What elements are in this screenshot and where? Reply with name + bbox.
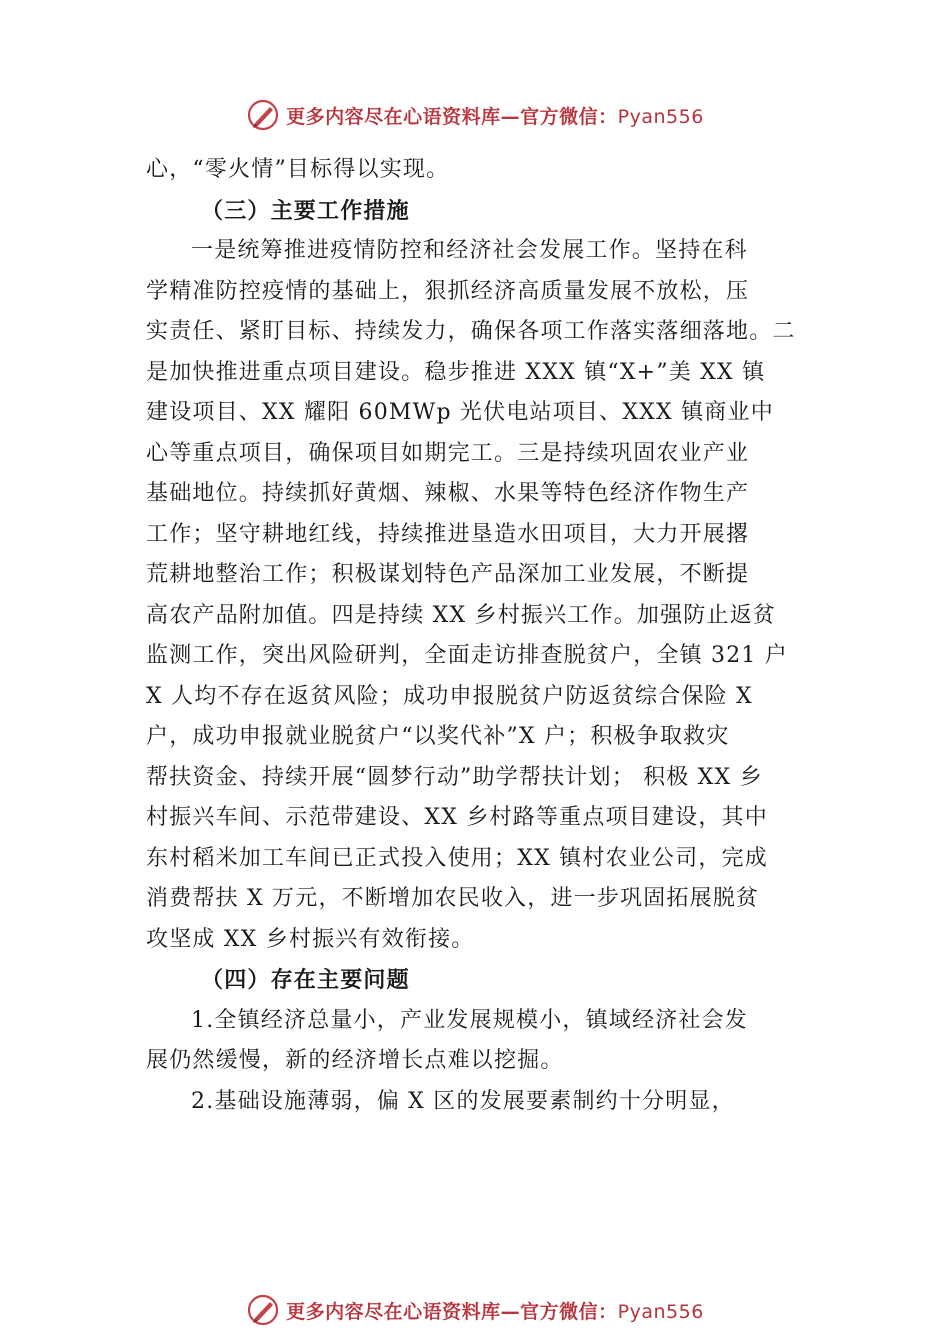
text-line: 1.全镇经济总量小，产业发展规模小，镇域经济社会发	[191, 1007, 748, 1033]
text-line: 是加快推进重点项目建设。稳步推进 XXX 镇“X+”美 XX 镇	[146, 359, 766, 385]
text-line: 村振兴车间、示范带建设、XX 乡村路等重点项目建设，其中	[146, 805, 768, 830]
pen-logo-icon	[246, 1293, 280, 1327]
text-line: 心等重点项目，确保项目如期完工。三是持续巩固农业产业	[146, 440, 750, 466]
document-body	[146, 150, 816, 1122]
banner-text: 更多内容尽在心语资料库—官方微信：Pyan556	[286, 1300, 704, 1323]
text-line: 2.基础设施薄弱，偏 X 区的发展要素制约十分明显，	[191, 1088, 735, 1114]
text-line: 基础地位。持续抓好黄烟、辣椒、水果等特色经济作物生产	[146, 481, 750, 506]
text-line: 东村稻米加工车间已正式投入使用；XX 镇村农业公司，完成	[146, 845, 768, 871]
text-line: 高农产品附加值。四是持续 XX 乡村振兴工作。加强防止返贫	[146, 602, 777, 628]
text-line: 帮扶资金、持续开展“圆梦行动”助学帮扶计划； 积极 XX 乡	[146, 764, 763, 790]
text-line: 户，成功申报就业脱贫户“以奖代补”X 户；积极争取救灾	[146, 724, 730, 749]
wechat-id: Pyan556	[617, 1300, 704, 1323]
text-line: 建设项目、XX 耀阳 60MWp 光伏电站项目、XXX 镇商业中	[146, 400, 774, 425]
section-heading-4: （四）存在主要问题	[201, 967, 410, 993]
text-line: 消费帮扶 X 万元，不断增加农民收入，进一步巩固拓展脱贫	[146, 886, 760, 911]
banner-text: 更多内容尽在心语资料库—官方微信：Pyan556	[286, 105, 704, 128]
text-line: 攻坚成 XX 乡村振兴有效衔接。	[146, 926, 475, 952]
text-line: 监测工作，突出风险研判，全面走访排查脱贫户，全镇 321 户	[146, 643, 788, 668]
text-line: 一是统筹推进疫情防控和经济社会发展工作。坚持在科	[191, 238, 748, 263]
text-line: X 人均不存在返贫风险；成功申报脱贫户防返贫综合保险 X	[146, 683, 753, 709]
footer-banner	[0, 1290, 950, 1330]
text-line: 展仍然缓慢，新的经济增长点难以挖掘。	[146, 1048, 564, 1073]
text-line: 学精准防控疫情的基础上，狠抓经济高质量发展不放松，压	[146, 278, 750, 304]
text-line: 心，“零火情”目标得以实现。	[146, 157, 450, 182]
wechat-id: Pyan556	[617, 105, 704, 128]
section-heading-3: （三）主要工作措施	[201, 197, 410, 224]
header-banner	[0, 95, 950, 135]
text-line: 实责任、紧盯目标、持续发力，确保各项工作落实落细落地。二	[146, 319, 796, 344]
text-line: 工作；坚守耕地红线，持续推进垦造水田项目，大力开展撂	[146, 521, 750, 547]
text-line: 荒耕地整治工作；积极谋划特色产品深加工业发展，不断提	[146, 562, 750, 587]
pen-logo-icon	[246, 98, 280, 132]
